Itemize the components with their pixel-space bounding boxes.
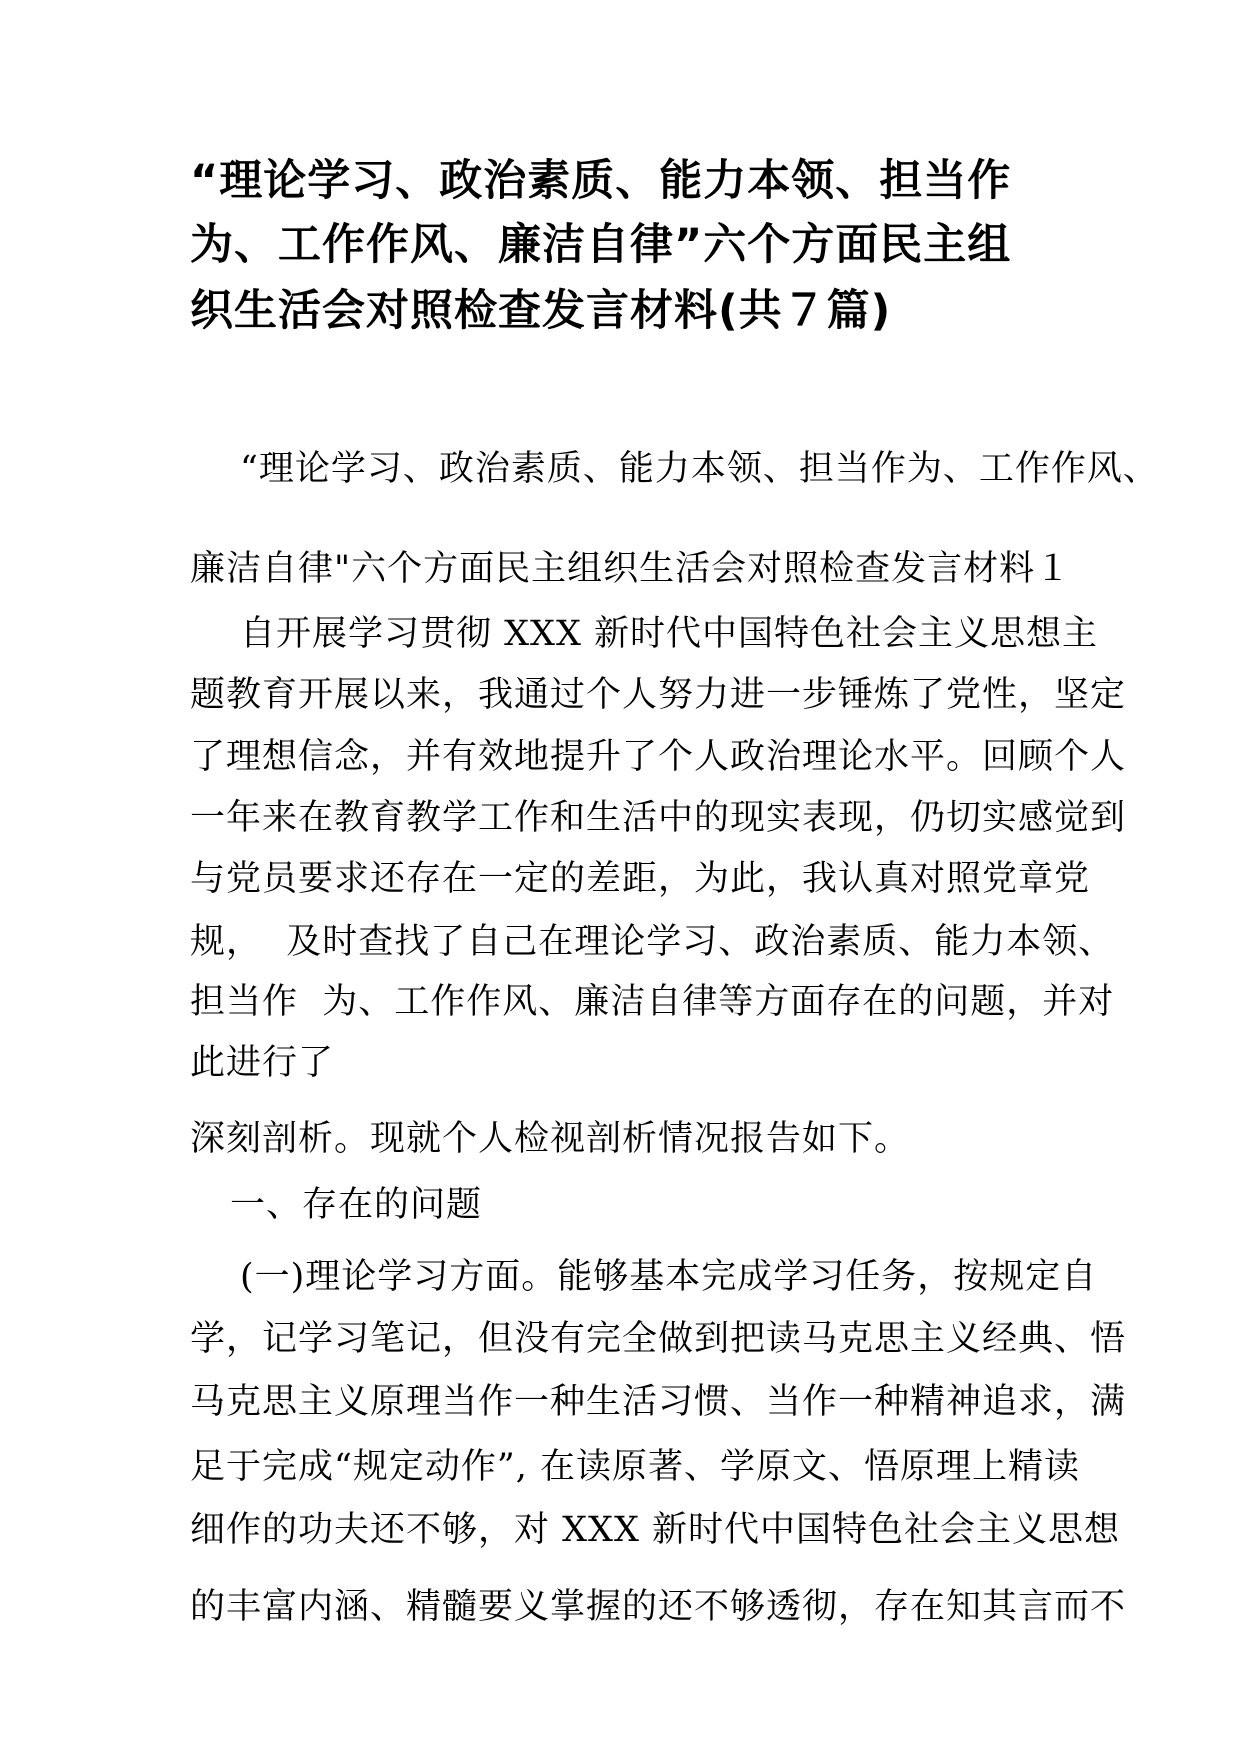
paragraph-line: 自开展学习贯彻 XXX 新时代中国特色社会主义思想主 (240, 614, 1099, 654)
subtitle-line-2: 廉洁自律"六个方面民主组织生活会对照检查发言材料１ (190, 549, 1072, 589)
paragraph-line: 足于完成“规定动作”, 在读原著、学原文、悟原理上精读 (190, 1447, 1081, 1487)
paragraph-line: 担当作 为、工作作风、廉洁自律等方面存在的问题，并对 (190, 982, 1115, 1022)
document-title-line-2: 为、工作作风、廉洁自律”六个方面民主组 (190, 220, 1012, 270)
paragraph-line: 了理想信念，并有效地提升了个人政治理论水平。回顾个人 (190, 737, 1127, 777)
paragraph-line: 深刻剖析。现就个人检视剖析情况报告如下。 (190, 1119, 911, 1159)
paragraph-line: 一年来在教育教学工作和生活中的现实表现，仍切实感觉到 (190, 798, 1127, 838)
paragraph-line: 细作的功夫还不够，对 XXX 新时代中国特色社会主义思想 (190, 1510, 1121, 1550)
section-heading: 一、存在的问题 (230, 1185, 483, 1225)
paragraph-line: 的丰富内涵、精髓要义掌握的还不够透彻，存在知其言而不 (190, 1587, 1127, 1627)
paragraph-line: 规， 及时查找了自己在理论学习、政治素质、能力本领、 (190, 922, 1115, 962)
paragraph-line: 此进行了 (190, 1043, 335, 1083)
subtitle-line-1: “理论学习、政治素质、能力本领、担当作为、工作作风、 (240, 449, 1159, 489)
paragraph-line: 题教育开展以来，我通过个人努力进一步锤炼了党性，坚定 (190, 675, 1127, 715)
paragraph-line: 与党员要求还存在一定的差距，为此，我认真对照党章党 (190, 859, 1091, 899)
document-title-line-1: “理论学习、政治素质、能力本领、担当作 (190, 156, 1012, 206)
paragraph-line: 马克思主义原理当作一种生活习惯、当作一种精神追求，满 (190, 1382, 1127, 1422)
paragraph-line: (一)理论学习方面。能够基本完成学习任务，按规定自 (240, 1257, 1098, 1297)
document-title-line-3: 织生活会对照检查发言材料(共７篇) (190, 286, 892, 336)
paragraph-line: 学，记学习笔记，但没有完全做到把读马克思主义经典、悟 (190, 1319, 1127, 1359)
